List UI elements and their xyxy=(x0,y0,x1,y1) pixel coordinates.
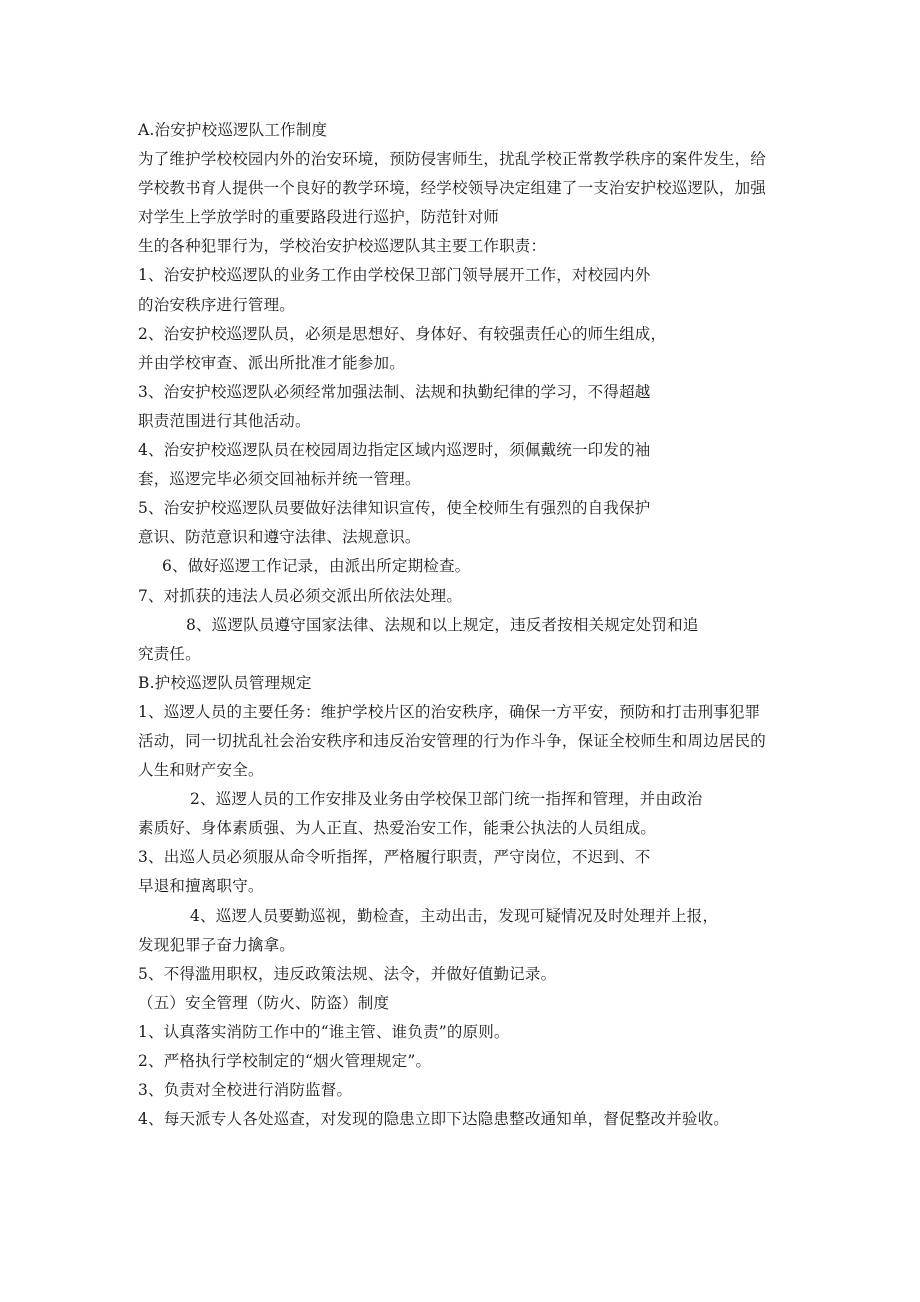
list-item-line: 3、治安护校巡逻队必须经常加强法制、法规和执勤纪律的学习，不得超越 xyxy=(138,382,651,401)
paragraph-line: 对学生上学放学时的重要路段进行巡护，防范针对师 xyxy=(138,208,500,227)
list-item-line: 的治安秩序进行管理。 xyxy=(138,295,296,314)
list-item-line: 3、出巡人员必须服从命令听指挥，严格履行职责，严守岗位，不迟到、不 xyxy=(138,848,651,867)
list-item-line: 6、做好巡逻工作记录，由派出所定期检查。 xyxy=(162,557,471,576)
list-item-line: 1、认真落实消防工作中的“谁主管、谁负责”的原则。 xyxy=(138,1022,510,1041)
list-item-line: 活动，同一切扰乱社会治安秩序和违反治安管理的行为作斗争，保证全校师生和周边居民的 xyxy=(138,731,767,750)
list-item-line: 职责范围进行其他活动。 xyxy=(138,411,311,430)
list-item-line: 3、负责对全校进行消防监督。 xyxy=(138,1081,353,1100)
list-item-line: 1、巡逻人员的主要任务：维护学校片区的治安秩序，确保一方平安，预防和打击刑事犯罪 xyxy=(138,702,761,721)
list-item-line: 究责任。 xyxy=(138,644,201,663)
list-item-line: 4、治安护校巡逻队员在校园周边指定区域内巡逻时，须佩戴统一印发的袖 xyxy=(138,441,651,460)
list-item-line: 4、巡逻人员要勤巡视，勤检查，主动出击，发现可疑情况及时处理并上报， xyxy=(190,906,719,925)
list-item-line: 人生和财产安全。 xyxy=(138,761,264,780)
list-item-line: 5、不得滥用职权，违反政策法规、法令，并做好值勤记录。 xyxy=(138,964,557,983)
list-item-line: 并由学校审查、派出所批准才能参加。 xyxy=(138,353,405,372)
paragraph-line: 为了维护学校校园内外的治安环境，预防侵害师生，扰乱学校正常教学秩序的案件发生，给 xyxy=(138,150,767,169)
section-5-heading: （五）安全管理（防火、防盗）制度 xyxy=(138,993,390,1012)
list-item-line: 8、巡逻队员遵守国家法律、法规和以上规定，违反者按相关规定处罚和追 xyxy=(186,615,699,634)
section-b-heading: B.护校巡逻队员管理规定 xyxy=(138,673,312,692)
list-item-line: 早退和擅离职守。 xyxy=(138,877,264,896)
list-item-line: 5、治安护校巡逻队员要做好法律知识宣传，使全校师生有强烈的自我保护 xyxy=(138,499,651,518)
section-a-heading: A.治安护校巡逻队工作制度 xyxy=(138,121,328,139)
list-item-line: 2、严格执行学校制定的“烟火管理规定”。 xyxy=(138,1052,432,1070)
list-item-line: 2、治安护校巡逻队员，必须是思想好、身体好、有较强责任心的师生组成， xyxy=(138,324,667,343)
list-item-line: 套，巡逻完毕必须交回袖标并统一管理。 xyxy=(138,470,421,489)
list-item-line: 1、治安护校巡逻队的业务工作由学校保卫部门领导展开工作，对校园内外 xyxy=(138,266,651,285)
list-item-line: 4、每天派专人各处巡查，对发现的隐患立即下达隐患整改通知单，督促整改并验收。 xyxy=(138,1110,729,1129)
paragraph-line: 学校教书育人提供一个良好的教学环境，经学校领导决定组建了一支治安护校巡逻队，加强 xyxy=(138,179,767,198)
list-item-line: 意识、防范意识和遵守法律、法规意识。 xyxy=(138,528,421,547)
list-item-line: 素质好、身体素质强、为人正直、热爱治安工作，能秉公执法的人员组成。 xyxy=(138,819,657,838)
paragraph-line: 生的各种犯罪行为，学校治安护校巡逻队其主要工作职责： xyxy=(138,237,547,256)
list-item-line: 7、对抓获的违法人员必须交派出所依法处理。 xyxy=(138,586,463,605)
list-item-line: 发现犯罪子奋力擒拿。 xyxy=(138,935,296,954)
document-body xyxy=(138,116,788,1134)
list-item-line: 2、巡逻人员的工作安排及业务由学校保卫部门统一指挥和管理，并由政治 xyxy=(190,790,703,809)
